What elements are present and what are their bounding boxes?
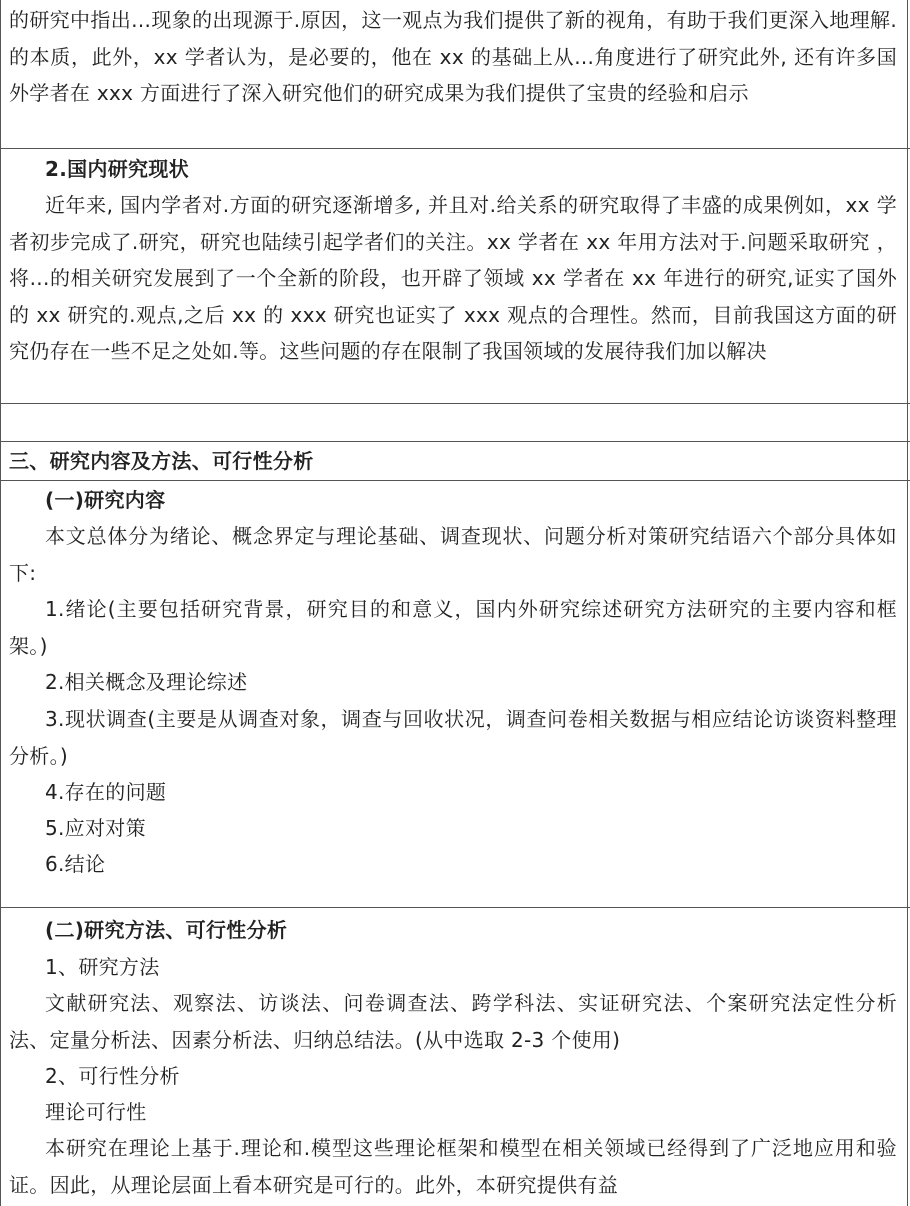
row-divider [0, 907, 910, 908]
row-divider [0, 403, 910, 404]
row-divider [0, 441, 910, 442]
methods-heading: (二)研究方法、可行性分析 [45, 918, 288, 942]
table-right-border [907, 0, 908, 1206]
domestic-research-heading: 2.国内研究现状 [45, 157, 189, 181]
row-divider [0, 148, 910, 149]
methods-subheading: 1、研究方法 [45, 955, 160, 979]
foreign-research-paragraph: 的研究中指出…现象的出现源于.原因，这一观点为我们提供了新的视角，有助于我们更深入地理解.的本质，此外，xx 学者认为，是必要的，他在 xx 的基础上从...角度进行了研究此外, 还有许多国外学者在 xxx 方面进行了深入研究他们的研究成果为我们提供了宝贵的经验和启示 [9, 8, 897, 105]
methods-paragraph: 文献研究法、观察法、访谈法、问卷调查法、跨学科法、实证研究法、个案研究法定性分析法、定量分析法、因素分析法、归纳总结法。(从中选取 2-3 个使用) [9, 991, 897, 1052]
row-divider [0, 480, 910, 481]
theory-feasibility-paragraph: 本研究在理论上基于.理论和.模型这些理论框架和模型在相关领域已经得到了广泛地应用和验证。因此，从理论层面上看本研究是可行的。此外，本研究提供有益 [9, 1136, 897, 1197]
content-item-2: 2.相关概念及理论综述 [45, 670, 248, 694]
content-item-6: 6.结论 [45, 852, 106, 876]
section-heading: 三、研究内容及方法、可行性分析 [9, 449, 314, 473]
theory-feasibility-heading: 理论可行性 [45, 1100, 147, 1124]
content-item-5: 5.应对对策 [45, 816, 146, 840]
content-heading: (一)研究内容 [45, 488, 166, 512]
content-item-1: 1.绪论(主要包括研究背景，研究目的和意义，国内外研究综述研究方法研究的主要内容和框架。) [9, 597, 897, 658]
content-intro-paragraph: 本文总体分为绪论、概念界定与理论基础、调查现状、问题分析对策研究结语六个部分具体如下: [9, 524, 897, 585]
content-item-4: 4.存在的问题 [45, 780, 167, 804]
domestic-research-paragraph: 近年来, 国内学者对.方面的研究逐渐增多, 并且对.给关系的研究取得了丰盛的成果例如，xx 学者初步完成了.研究，研究也陆续引起学者们的关注。xx 学者在 xx 年用方法对于.问题采取研究 ，将...的相关研究发展到了一个全新的阶段，也开辟了领域 xx 学者在 xx 年进行的研究,证实了国外的 xx 研究的.观点,之后 xx 的 xxx 研究也证实了 xxx 观点的合理性。然而，目前我国这方面的研究仍存在一些不足之处如.等。这些问题的存在限制了我国领域的发展待我们加以解决 [9, 193, 897, 363]
feasibility-subheading: 2、可行性分析 [45, 1064, 180, 1088]
table-left-border [0, 0, 1, 1206]
content-item-3: 3.现状调查(主要是从调查对象，调查与回收状况，调查问卷相关数据与相应结论访谈资料整理分析。) [9, 707, 897, 768]
